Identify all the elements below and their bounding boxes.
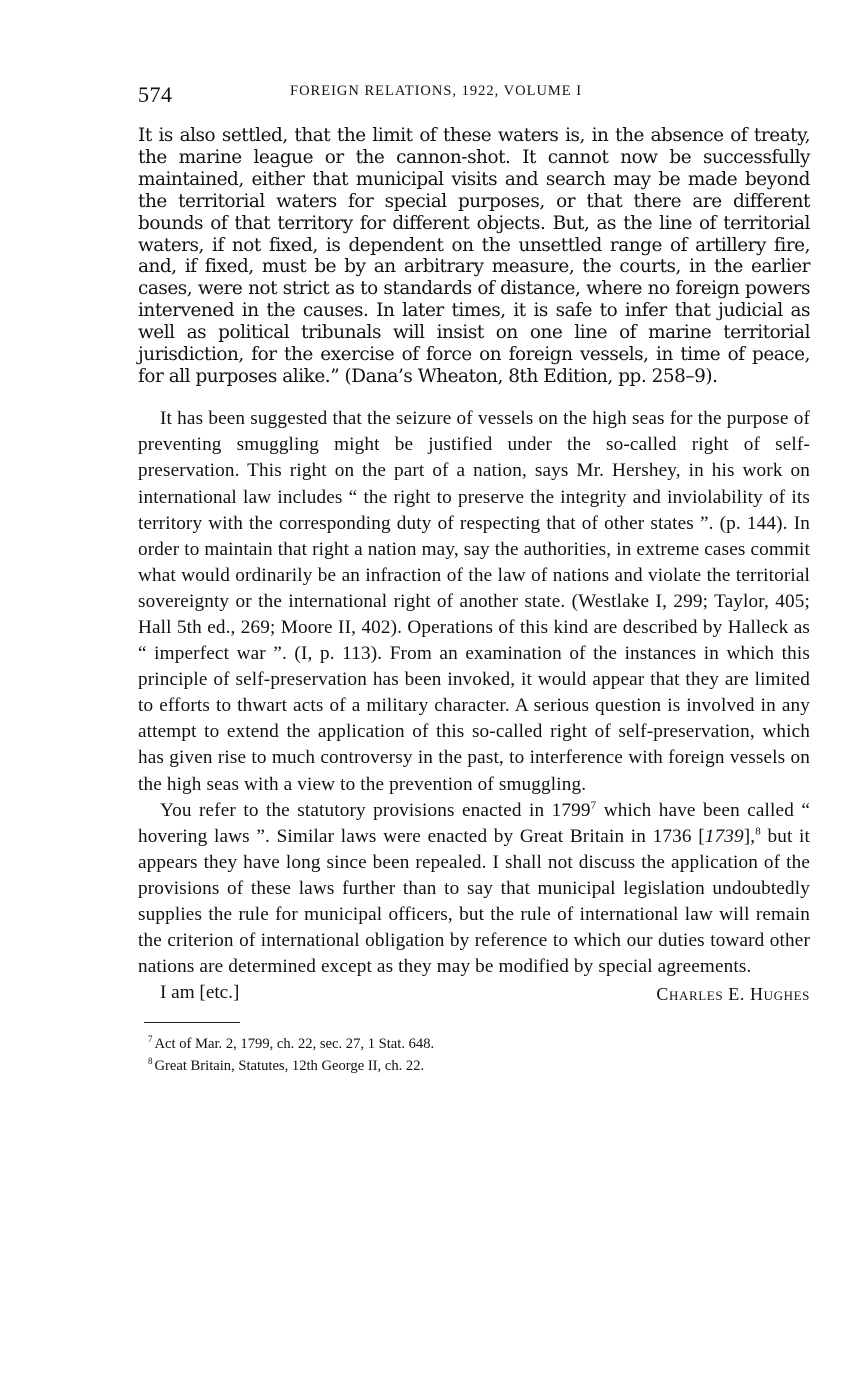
salutation: I am [etc.] [160,982,240,1004]
paragraph-text: but it appears they have long since been repealed. I shall not discuss the application of the provisions of these laws further than to say that municipal legislation undoubtedly supplies the rule for municipal officers, but the rule of international law will remain the criterion of international obligation by reference to which our duties toward other nations are determined except as they may be modified by special agreements. [138,825,811,978]
footnote-text: Great Britain, Statutes, 12th George II, ch. 22. [154,1057,425,1074]
closing [138,980,810,1010]
paragraph-text: ], [743,825,756,847]
footnote-mark: 7 [148,1034,153,1045]
footnote-text: Act of Mar. 2, 1799, ch. 22, sec. 27, 1 Stat. 648. [154,1036,435,1053]
running-head [138,78,810,110]
paragraph-self-preservation: It has been suggested that the seizure of vessels on the high seas for the purpose of preventing smuggling might be justified under the so-called right of self-preservation. This right on the part of a nation, says Mr. Hershey, in his work on international law includes “ the right to preserve the integrity and inviolability of its territory with the corresponding duty of respecting that of other states ”. (p. 144). In order to maintain that right a nation may, say the authorities, in extreme cases commit what would ordinarily be an infraction of the law of nations and violate the territorial sovereignty or the international right of another state. (Westlake I, 299; Taylor, 405; Hall 5th ed., 269; Moore II, 402). Operations of this kind are described by Halleck as “ imperfect war ”. (I, p. 113). From an examination of the instances in which this principle of self-preservation has been invoked, it would appear that they are limited to efforts to thwart acts of a military character. A serious question is involved in any attempt to extend the application of this so-called right of self-preservation, which has given rise to much controversy in the past, to interference with foreign vessels on the high seas with a view to the prevention of smuggling. [138,408,810,795]
running-title: FOREIGN RELATIONS, 1922, VOLUME I [290,83,583,99]
footnote-divider [144,1022,240,1023]
quoted-passage: It is also settled, that the limit of these waters is, in the absence of treaty, the marine league or the cannon-shot. It cannot now be successfully maintained, either that municipal visits and search may be made beyond the territorial waters for special purposes, or that there are different bounds of that territory for different objects. But, as the line of territorial waters, if not fixed, is dependent on the unsettled range of artillery fire, and, if fixed, must be by an arbitrary measure, the courts, in the earlier cases, were not strict as to standards of distance, where no foreign powers intervened in the causes. In later times, it is safe to infer that judicial as well as political tribunals will insist on one line of marine territorial jurisdiction, for the exercise of force on foreign vessels, in time of peace, for all purposes alike.” (Dana’s Wheaton, 8th Edition, pp. 258–9). [138,125,810,387]
footnote-8 [148,1053,810,1074]
footnote-mark: 8 [148,1055,153,1066]
page-number: 574 [138,82,173,107]
paragraph-text: which have been called “ hovering laws ”. Similar laws were enacted by Great Britain in 1736 [ [138,799,811,847]
footnotes [148,1031,810,1074]
paragraph-text: You refer to the statutory provisions enacted in 1799 [160,799,591,821]
signature: Charles E. Hughes [656,984,810,1005]
footnote-ref[interactable]: 8 [755,825,761,838]
page-content [138,78,810,1074]
footnote-7 [148,1031,810,1052]
footnote-ref[interactable]: 7 [590,799,597,812]
paragraph-hovering-laws [138,798,810,981]
editorial-correction: 1739 [704,825,744,847]
